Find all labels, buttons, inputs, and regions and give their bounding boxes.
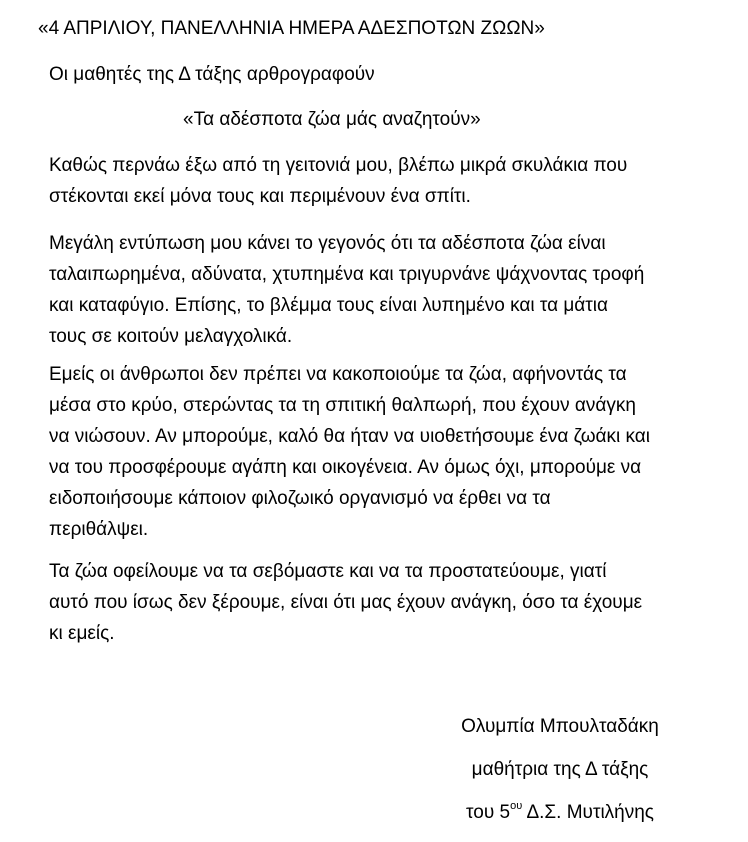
- paragraph-line: ταλαιπωρημένα, αδύνατα, χτυπημένα και τριγυρνάνε ψάχνοντας τροφή: [49, 264, 645, 285]
- paragraph-2: [49, 228, 739, 352]
- school-suffix: Δ.Σ. Μυτιλήνης: [522, 802, 654, 823]
- intro-line: Οι μαθητές της Δ τάξης αρθρογραφούν: [49, 64, 375, 85]
- paragraph-line: τους σε κοιτούν μελαγχολικά.: [49, 326, 293, 347]
- article-title: «Τα αδέσποτα ζώα μάς αναζητούν»: [183, 109, 481, 130]
- author-school: [430, 791, 690, 834]
- school-prefix: του 5: [466, 802, 511, 823]
- paragraph-3: [49, 359, 739, 545]
- paragraph-line: Μεγάλη εντύπωση μου κάνει το γεγονός ότι τα αδέσποτα ζώα είναι: [49, 233, 606, 254]
- paragraph-line: Καθώς περνάω έξω από τη γειτονιά μου, βλέπω μικρά σκυλάκια που: [49, 155, 628, 176]
- paragraph-line: μέσα στο κρύο, στερώντας τα τη σπιτική θαλπωρή, που έχουν ανάγκη: [49, 395, 636, 416]
- document-title: «4 ΑΠΡΙΛΙΟΥ, ΠΑΝΕΛΛΗΝΙΑ ΗΜΕΡΑ ΑΔΕΣΠΟΤΩΝ ΖΩΩΝ»: [38, 18, 545, 39]
- author-role: μαθήτρια της Δ τάξης: [471, 759, 649, 780]
- author-name: Ολυμπία Μπουλταδάκη: [461, 716, 659, 737]
- paragraph-line: κι εμείς.: [49, 623, 115, 644]
- paragraph-line: Εμείς οι άνθρωποι δεν πρέπει να κακοποιούμε τα ζώα, αφήνοντάς τα: [49, 364, 627, 385]
- paragraph-4: [49, 556, 739, 649]
- paragraph-line: να νιώσουν. Αν μπορούμε, καλό θα ήταν να υιοθετήσουμε ένα ζωάκι και: [49, 426, 650, 447]
- paragraph-line: αυτό που ίσως δεν ξέρουμε, είναι ότι μας έχουν ανάγκη, όσο τα έχουμε: [49, 592, 643, 613]
- paragraph-line: ειδοποιήσουμε κάποιον φιλοζωικό οργανισμό να έρθει να τα: [49, 488, 551, 509]
- paragraph-line: Τα ζώα οφείλουμε να τα σεβόμαστε και να τα προστατεύουμε, γιατί: [49, 561, 607, 582]
- paragraph-1: [49, 150, 739, 212]
- signature-block: [430, 705, 690, 834]
- school-superscript: ου: [510, 800, 523, 812]
- paragraph-line: περιθάλψει.: [49, 519, 149, 540]
- paragraph-line: και καταφύγιο. Επίσης, το βλέμμα τους είναι λυπημένο και τα μάτια: [49, 295, 609, 316]
- paragraph-line: στέκονται εκεί μόνα τους και περιμένουν ένα σπίτι.: [49, 186, 471, 207]
- paragraph-line: να του προσφέρουμε αγάπη και οικογένεια. Αν όμως όχι, μπορούμε να: [49, 457, 642, 478]
